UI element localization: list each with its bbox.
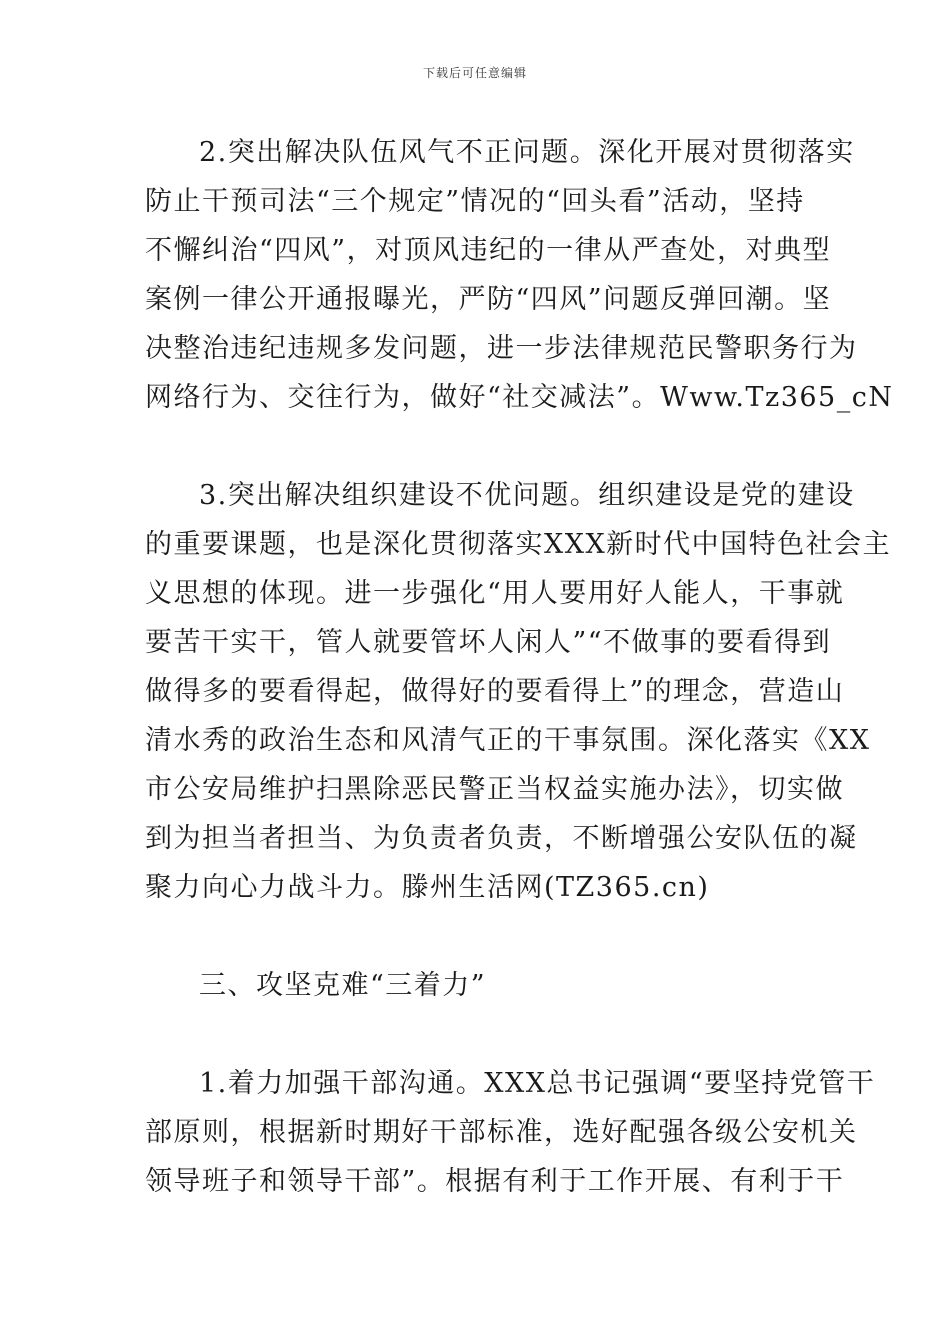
text-line: 领导班子和领导干部”。根据有利于工作开展、有利于干 xyxy=(145,1166,845,1197)
paragraph-spacer xyxy=(145,422,805,471)
text-line: 决整治违纪违规多发问题，进一步法律规范民警职务行为 xyxy=(145,333,858,364)
text-line: 不懈纠治“四风”，对顶风违纪的一律从严查处，对典型 xyxy=(145,235,832,266)
text-line: 聚力向心力战斗力。滕州生活网(TZ365.cn) xyxy=(145,872,710,903)
text-line: 网络行为、交往行为，做好“社交减法”。Www.Tz365_cN xyxy=(145,382,894,413)
text-line: 义思想的体现。进一步强化“用人要用好人能人，干事就 xyxy=(145,578,845,609)
text-line: 2.突出解决队伍风气不正问题。深化开展对贯彻落实 xyxy=(199,137,855,168)
paragraph-organization xyxy=(145,471,892,912)
paragraph-spacer xyxy=(145,912,805,961)
text-line: 清水秀的政治生态和风清气正的干事氛围。深化落实《XX xyxy=(145,725,871,756)
text-line: 要苦干实干，管人就要管坏人闲人”“不做事的要看得到 xyxy=(145,627,832,658)
text-line: 1.着力加强干部沟通。XXX总书记强调“要坚持党管干 xyxy=(199,1068,876,1099)
text-line: 的重要课题，也是深化贯彻落实XXX新时代中国特色社会主 xyxy=(145,529,892,560)
paragraph-team-style xyxy=(145,128,894,422)
text-line: 部原则，根据新时期好干部标准，选好配强各级公安机关 xyxy=(145,1117,858,1148)
text-line: 防止干预司法“三个规定”情况的“回头看”活动，坚持 xyxy=(145,186,805,217)
page-header-note: 下载后可任意编辑 xyxy=(422,66,527,80)
text-line: 市公安局维护扫黑除恶民警正当权益实施办法》，切实做 xyxy=(145,774,844,805)
document-body xyxy=(145,128,894,1206)
paragraph-cadre-communication xyxy=(145,1059,876,1206)
text-line: 做得多的要看得起，做得好的要看得上”的理念，营造山 xyxy=(145,676,845,707)
paragraph-spacer xyxy=(145,1010,805,1059)
section-heading xyxy=(145,961,805,1010)
text-line: 3.突出解决组织建设不优问题。组织建设是党的建设 xyxy=(199,480,855,511)
text-line: 案例一律公开通报曝光，严防“四风”问题反弹回潮。坚 xyxy=(145,284,832,315)
text-line: 到为担当者担当、为负责者负责，不断增强公安队伍的凝 xyxy=(145,823,858,854)
heading-line: 三、攻坚克难“三着力” xyxy=(199,970,487,1001)
